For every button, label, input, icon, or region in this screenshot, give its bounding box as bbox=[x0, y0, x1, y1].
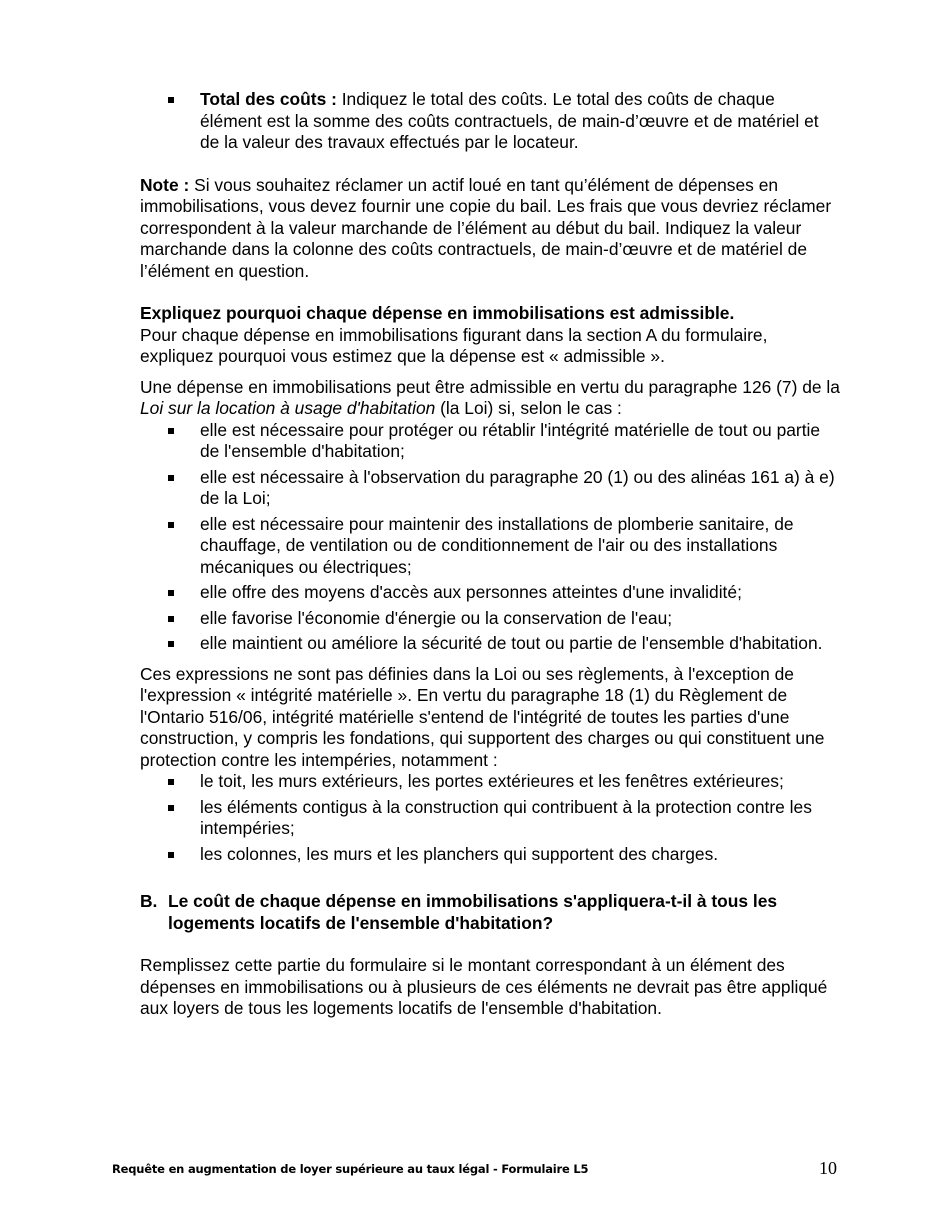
page-number: 10 bbox=[819, 1158, 837, 1178]
page-content bbox=[140, 89, 840, 1020]
bullet-icon bbox=[168, 97, 174, 103]
list-item-text: les colonnes, les murs et les planchers qui supportent des charges. bbox=[200, 843, 719, 864]
footer-title: Requête en augmentation de loyer supérieure au taux légal - Formulaire L5 bbox=[112, 1162, 589, 1176]
eligibility-list bbox=[140, 420, 840, 655]
bullet-icon bbox=[168, 852, 174, 858]
bullet-icon bbox=[168, 590, 174, 596]
explain-heading-text: Expliquez pourquoi chaque dépense en immobilisations est admissible. bbox=[140, 303, 735, 323]
explain-text: Pour chaque dépense en immobilisations figurant dans la section A du formulaire, expliquez pourquoi vous estimez que la dépense est « admissible ». bbox=[140, 324, 768, 366]
bullet-icon bbox=[168, 428, 174, 434]
eligibility-intro-before: Une dépense en immobilisations peut être admissible en vertu du paragraphe 126 (7) de la bbox=[140, 376, 840, 397]
note-paragraph bbox=[140, 175, 840, 283]
list-item bbox=[140, 582, 840, 604]
bullet-icon bbox=[168, 805, 174, 811]
bullet-icon bbox=[168, 522, 174, 528]
list-item bbox=[140, 89, 840, 154]
list-item-text: elle maintient ou améliore la sécurité de tout ou partie de l'ensemble d'habitation. bbox=[200, 633, 823, 653]
total-cost-label: Total des coûts : bbox=[200, 89, 337, 109]
list-item bbox=[140, 420, 840, 463]
list-item-text: elle favorise l'économie d'énergie ou la conservation de l'eau; bbox=[200, 607, 673, 628]
list-item-text: elle est nécessaire pour protéger ou rétablir l'intégrité matérielle de tout ou partie de l'ensemble d'habitation; bbox=[200, 419, 821, 461]
list-item-text: elle offre des moyens d'accès aux personnes atteintes d'une invalidité; bbox=[200, 582, 742, 602]
definitions-text: Ces expressions ne sont pas définies dans la Loi ou ses règlements, à l'exception de l'expression « intégrité matérielle ». En vertu du paragraphe 18 (1) du Règlement de l'Ontario 516/06, intégrité matérielle s'entend de l'intégrité de toutes les parties d'une construction, y compris les fondations, qui supportent des charges ou qui constituent une protection contre les intempéries, notamment : bbox=[140, 663, 825, 770]
list-item-text: le toit, les murs extérieurs, les portes extérieures et les fenêtres extérieures; bbox=[200, 771, 784, 791]
list-item bbox=[140, 467, 840, 510]
law-title: Loi sur la location à usage d'habitation bbox=[140, 398, 436, 418]
note-text: Si vous souhaitez réclamer un actif loué en tant qu’élément de dépenses en immobilisations, vous devez fournir une copie du bail. Les frais que vous devriez réclamer correspondent à la valeur marchande de l’élément au début du bail. Indiquez la valeur marchande dans la colonne des coûts contractuels, de main-d’œuvre et de matériel de l’élément en question. bbox=[140, 174, 832, 281]
list-item-text: elle est nécessaire à l'observation du paragraphe 20 (1) ou des alinéas 161 a) à e) de la Loi; bbox=[200, 466, 835, 508]
note-label: Note : bbox=[140, 174, 190, 195]
bullet-icon bbox=[168, 641, 174, 647]
total-cost-list bbox=[140, 89, 840, 154]
list-item-text: les éléments contigus à la construction qui contribuent à la protection contre les intempéries; bbox=[200, 796, 812, 838]
eligibility-intro bbox=[140, 377, 840, 420]
definitions-list bbox=[140, 771, 840, 865]
list-item bbox=[140, 514, 840, 579]
total-cost-text: Indiquez le total des coûts. Le total des coûts de chaque élément est la somme des coûts contractuels, de main-d’œuvre et de matériel et de la valeur des travaux effectués par le locateur. bbox=[200, 89, 819, 152]
section-b-heading bbox=[140, 891, 840, 934]
section-b-text: Remplissez cette partie du formulaire si le montant correspondant à un élément des dépenses en immobilisations ou à plusieurs de ces éléments ne devrait pas être appliqué aux loyers de tous les logements locatifs de l'ensemble d'habitation. bbox=[140, 955, 828, 1018]
bullet-icon bbox=[168, 779, 174, 785]
explain-heading bbox=[140, 303, 840, 325]
bullet-icon bbox=[168, 616, 174, 622]
section-b-heading-text: Le coût de chaque dépense en immobilisations s'appliquera-t-il à tous les logements locatifs de l'ensemble d'habitation? bbox=[168, 891, 778, 933]
list-item bbox=[140, 797, 840, 840]
list-item bbox=[140, 608, 840, 630]
bullet-icon bbox=[168, 475, 174, 481]
list-item-text: elle est nécessaire pour maintenir des installations de plomberie sanitaire, de chauffage, de ventilation ou de conditionnement de l'air ou des installations mécaniques ou électriques; bbox=[200, 513, 794, 577]
list-item bbox=[140, 771, 840, 793]
section-b-letter: B. bbox=[140, 891, 158, 911]
eligibility-intro-after: (la Loi) si, selon le cas : bbox=[435, 398, 622, 418]
list-item bbox=[140, 633, 840, 655]
list-item bbox=[140, 844, 840, 866]
